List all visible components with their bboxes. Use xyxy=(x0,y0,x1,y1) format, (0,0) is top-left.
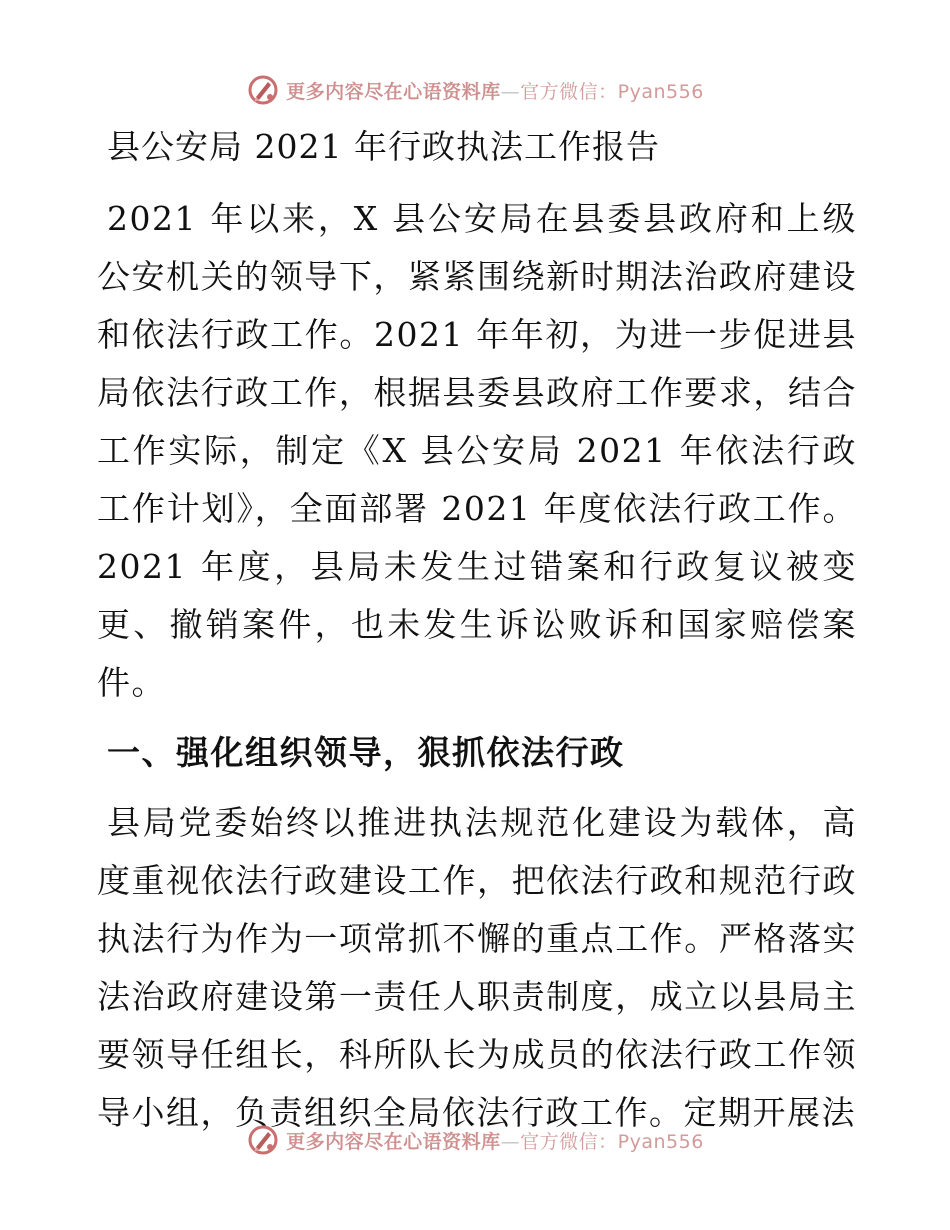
bottom-watermark-banner xyxy=(0,1120,950,1160)
document-title: 县公安局 2021 年行政执法工作报告 xyxy=(107,127,660,166)
banner-main-text: 更多内容尽在心语资料库 xyxy=(286,1130,501,1153)
paragraph-section-1: 县局党委始终以推进执法规范化建设为载体，高度重视依法行政建设工作，把依法行政和规范行政执法行为作为一项常抓不懈的重点工作。严格落实法治政府建设第一责任人职责制度，成立以县局主要领导任组长，科所队长为成员的依法行政工作领导小组，负责组织全局依法行政工作。定期开展法 xyxy=(97,803,857,1132)
banner-text xyxy=(286,1127,704,1154)
top-watermark-banner xyxy=(0,70,950,110)
banner-separator: — xyxy=(500,1130,521,1153)
pen-circle-logo-icon xyxy=(246,73,280,107)
banner-text xyxy=(286,77,704,104)
banner-sub-text: 官方微信：Pyan556 xyxy=(520,80,704,103)
banner-separator: — xyxy=(500,80,521,103)
document-body xyxy=(97,122,857,1154)
banner-sub-text: 官方微信：Pyan556 xyxy=(520,1130,704,1153)
pen-circle-logo-icon xyxy=(246,1123,280,1157)
paragraph-intro: 2021 年以来，X 县公安局在县委县政府和上级公安机关的领导下，紧紧围绕新时期法治政府建设和依法行政工作。2021 年年初，为进一步促进县局依法行政工作，根据县委县政府工作要求，结合工作实际，制定《X 县公安局 2021 年依法行政工作计划》，全面部署 2021 年度依法行政工作。2021 年度，县局未发生过错案和行政复议被变更、撤销案件，也未发生诉讼败诉和国家赔偿案件。 xyxy=(97,199,857,702)
section-heading-1: 一、强化组织领导，狠抓依法行政 xyxy=(107,733,625,772)
banner-main-text: 更多内容尽在心语资料库 xyxy=(286,80,501,103)
